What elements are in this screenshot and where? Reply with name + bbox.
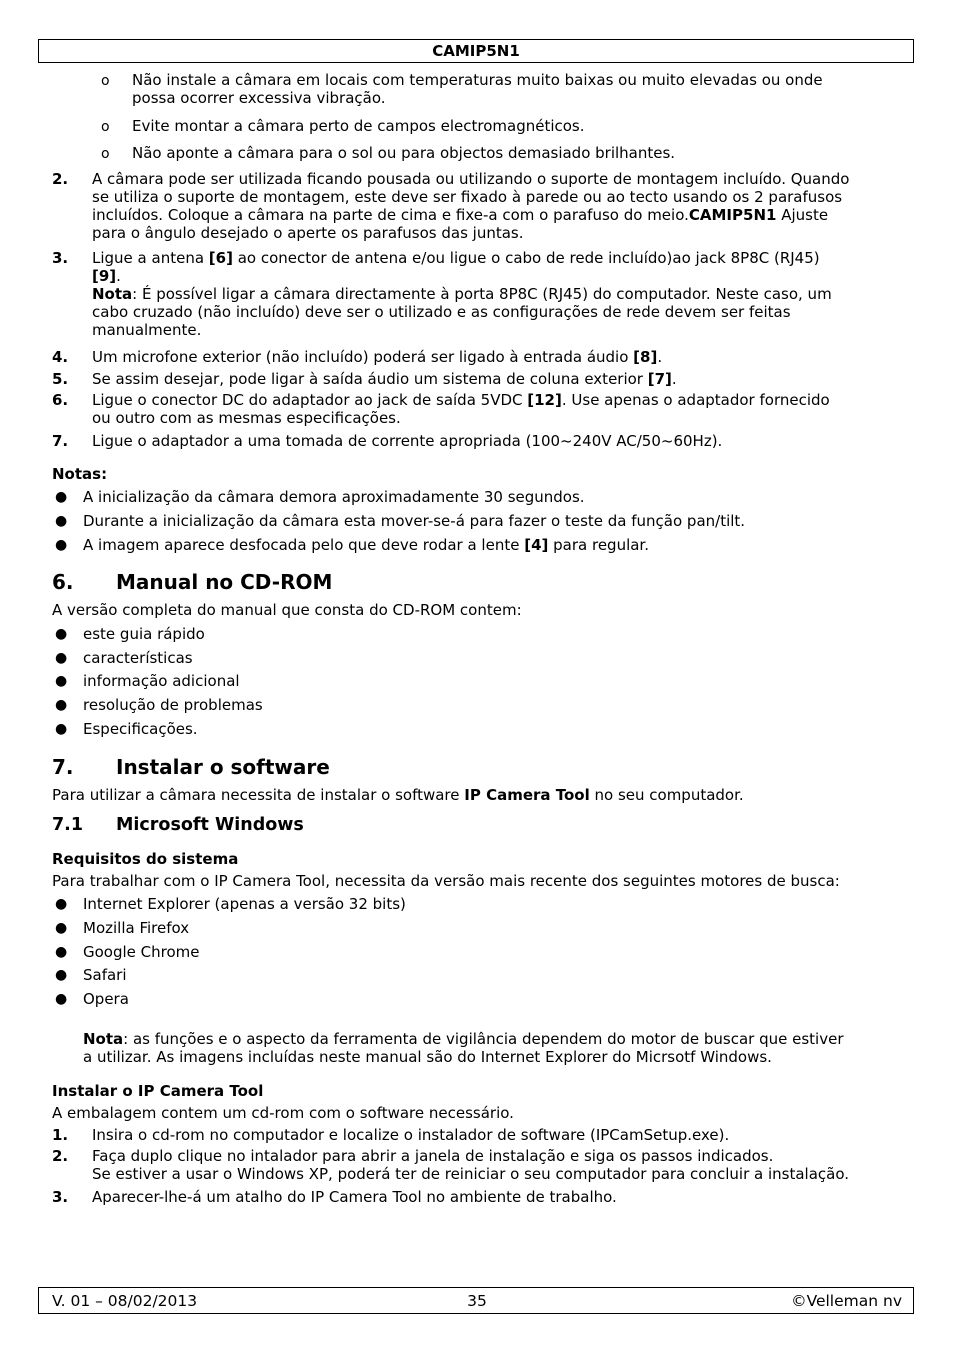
requirements-intro: Para trabalhar com o IP Camera Tool, necessita da versão mais recente dos seguintes motores de busca:	[52, 872, 840, 890]
notes-item: Durante a inicialização da câmara esta mover-se-á para fazer o teste da função pan/tilt.	[83, 512, 746, 530]
list-item: Especificações.	[83, 720, 198, 738]
step-number: 5.	[52, 370, 69, 388]
list-item: Evite montar a câmara perto de campos electromagnéticos.	[132, 117, 585, 135]
bullet: ●	[55, 967, 68, 983]
step-number: 3.	[52, 1188, 69, 1206]
list-item: Não instale a câmara em locais com temperaturas muito baixas ou muito elevadas ou onde possa ocorrer excessiva vibração.	[132, 71, 823, 107]
header-model: CAMIP5N1	[432, 42, 520, 60]
circle-bullet: o	[101, 119, 110, 135]
browser-item: Google Chrome	[83, 943, 200, 961]
step-7-text: Ligue o adaptador a uma tomada de corrente apropriada (100~240V AC/50~60Hz).	[92, 432, 723, 450]
step-number: 3.	[52, 249, 69, 267]
step-4-text: Um microfone exterior (não incluído) poderá ser ligado à entrada áudio [8].	[92, 348, 663, 366]
step-3-text: Ligue a antena [6] ao conector de antena e/ou ligue o cabo de rede incluído)ao jack 8P8C (RJ45) [9]. Nota: É possível ligar a câmara directamente à porta 8P8C (RJ45) do computador. Neste caso, um cabo cruzado (não incluído) deve ser o utilizado e as configurações de rede devem ser feitas manualmente.	[92, 249, 832, 339]
bullet: ●	[55, 721, 68, 737]
browser-item: Internet Explorer (apenas a versão 32 bits)	[83, 895, 406, 913]
install-title: Instalar o IP Camera Tool	[52, 1082, 264, 1100]
bullet: ●	[55, 896, 68, 912]
list-item: características	[83, 649, 193, 667]
bullet: ●	[55, 944, 68, 960]
browser-note: Nota: as funções e o aspecto da ferramenta de vigilância dependem do motor de buscar que estiver a utilizar. As imagens incluídas neste manual são do Internet Explorer do Micrsotf Windows.	[83, 1030, 844, 1066]
bullet: ●	[55, 991, 68, 1007]
subsection-number: 7.1	[52, 815, 84, 835]
install-step-1: Insira o cd-rom no computador e localize o instalador de software (IPCamSetup.exe).	[92, 1126, 730, 1144]
bullet: ●	[55, 920, 68, 936]
list-item: Não aponte a câmara para o sol ou para objectos demasiado brilhantes.	[132, 144, 676, 162]
circle-bullet: o	[101, 146, 110, 162]
step-number: 6.	[52, 391, 69, 409]
section-intro: Para utilizar a câmara necessita de instalar o software IP Camera Tool no seu computador.	[52, 786, 744, 804]
bullet: ●	[55, 673, 68, 689]
footer-version: V. 01 – 08/02/2013	[52, 1292, 198, 1310]
bullet: ●	[55, 489, 68, 505]
step-5-text: Se assim desejar, pode ligar à saída áudio um sistema de coluna exterior [7].	[92, 370, 677, 388]
step-number: 1.	[52, 1126, 69, 1144]
step-number: 2.	[52, 170, 69, 188]
browser-item: Safari	[83, 966, 127, 984]
step-number: 2.	[52, 1147, 69, 1165]
bullet: ●	[55, 513, 68, 529]
bullet: ●	[55, 537, 68, 553]
list-item: este guia rápido	[83, 625, 205, 643]
notes-title: Notas:	[52, 465, 108, 483]
section-number: 7.	[52, 755, 74, 779]
section-title: Manual no CD-ROM	[116, 570, 333, 594]
footer-page-number: 35	[467, 1292, 487, 1310]
section-intro: A versão completa do manual que consta do CD-ROM contem:	[52, 601, 522, 619]
browser-item: Mozilla Firefox	[83, 919, 190, 937]
list-item: informação adicional	[83, 672, 240, 690]
install-step-3: Aparecer-lhe-á um atalho do IP Camera Tool no ambiente de trabalho.	[92, 1188, 617, 1206]
step-number: 7.	[52, 432, 69, 450]
bullet: ●	[55, 697, 68, 713]
section-title: Instalar o software	[116, 755, 330, 779]
browser-item: Opera	[83, 990, 129, 1008]
footer-copyright: ©Velleman nv	[791, 1292, 902, 1310]
notes-item: A imagem aparece desfocada pelo que deve rodar a lente [4] para regular.	[83, 536, 649, 554]
install-intro: A embalagem contem um cd-rom com o software necessário.	[52, 1104, 514, 1122]
install-step-2: Faça duplo clique no intalador para abrir a janela de instalação e siga os passos indicados. Se estiver a usar o Windows XP, poderá ter de reiniciar o seu computador para concluir a instalação.	[92, 1147, 850, 1183]
bullet: ●	[55, 626, 68, 642]
step-2-text: A câmara pode ser utilizada ficando pousada ou utilizando o suporte de montagem incluído. Quando se utiliza o suporte de montagem, este deve ser fixado à parede ou ao tecto usando os 2 parafusos incluídos. Coloque a câmara na parte de cima e fixe-a com o parafuso do meio.CAMIP5N1 Ajuste para o ângulo desejado o aperte os parafusos das juntas.	[92, 170, 850, 242]
step-number: 4.	[52, 348, 69, 366]
circle-bullet: o	[101, 73, 110, 89]
step-6-text: Ligue o conector DC do adaptador ao jack de saída 5VDC [12]. Use apenas o adaptador fornecido ou outro com as mesmas especificações.	[92, 391, 830, 427]
section-number: 6.	[52, 570, 74, 594]
subsection-title: Microsoft Windows	[116, 815, 304, 835]
notes-item: A inicialização da câmara demora aproximadamente 30 segundos.	[83, 488, 585, 506]
list-item: resolução de problemas	[83, 696, 263, 714]
requirements-title: Requisitos do sistema	[52, 850, 239, 868]
bullet: ●	[55, 650, 68, 666]
